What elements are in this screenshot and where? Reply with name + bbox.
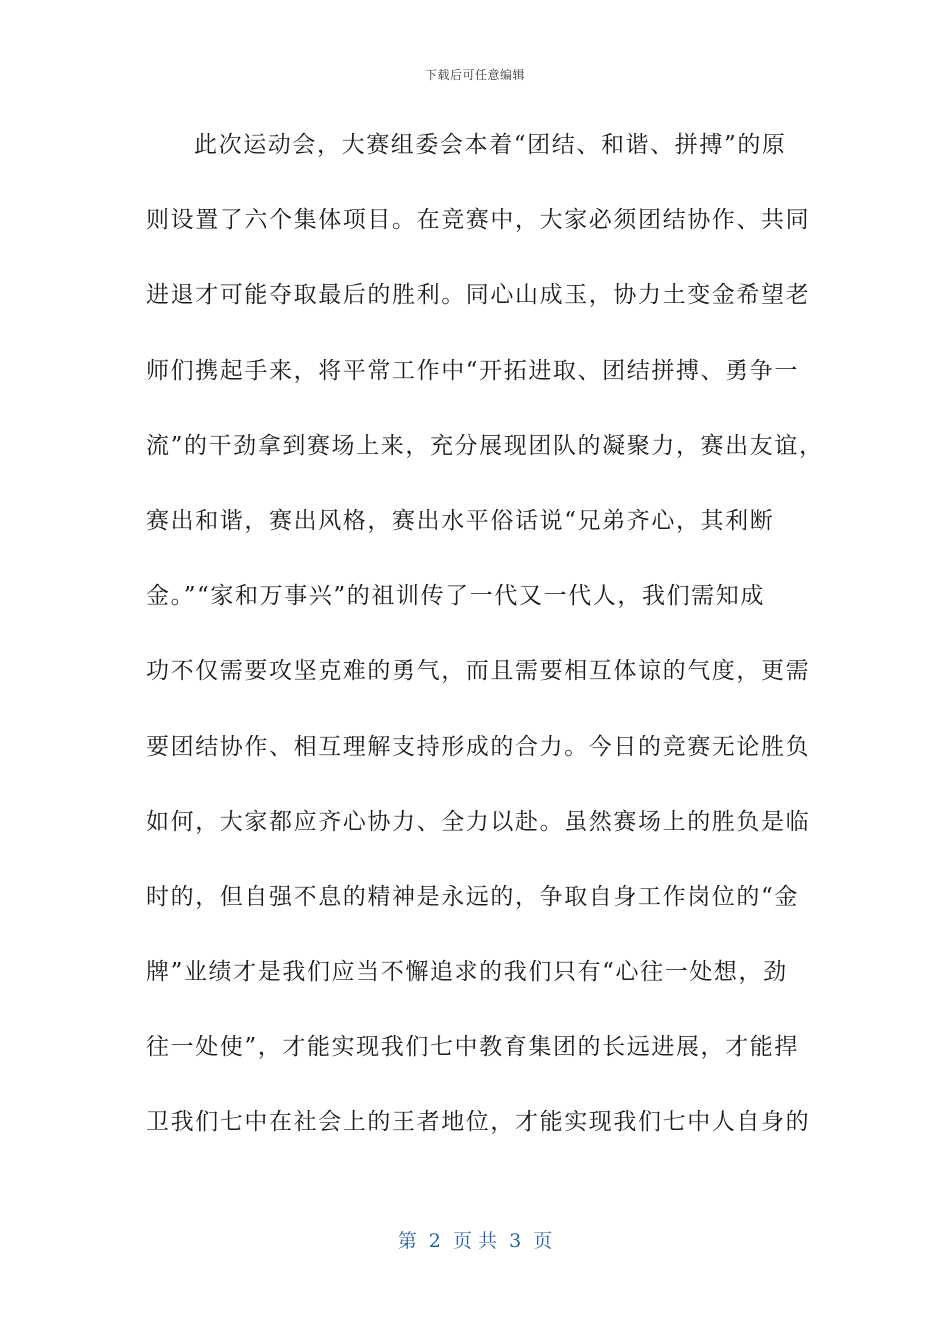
- text-line: 赛出和谐，赛出风格，赛出水平俗话说“兄弟齐心，其利断: [146, 507, 775, 534]
- text-line: 金。”“家和万事兴”的祖训传了一代又一代人，我们需知成: [146, 583, 765, 610]
- text-line: 则设置了六个集体项目。在竞赛中，大家必须团结协作、共同: [146, 207, 811, 234]
- body-paragraph: [146, 124, 824, 1177]
- text-line: 牌”业绩才是我们应当不懈追求的我们只有“心往一处想，劲: [146, 959, 788, 986]
- text-line: 进退才可能夺取最后的胜利。同心山成玉，协力土变金希望老: [146, 282, 811, 309]
- text-line: 师们携起手来，将平常工作中“开拓进取、团结拼搏、勇争一: [146, 357, 799, 384]
- text-line: 时的，但自强不息的精神是永远的，争取自身工作岗位的“金: [146, 883, 799, 910]
- text-line: 流”的干劲拿到赛场上来，充分展现团队的凝聚力，赛出友谊，: [146, 432, 824, 459]
- text-line: 往一处使”，才能实现我们七中教育集团的长远进展，才能捍: [146, 1034, 799, 1061]
- text-line: 要团结协作、相互理解支持形成的合力。今日的竞赛无论胜负: [146, 733, 811, 760]
- text-line: 如何，大家都应齐心协力、全力以赴。虽然赛场上的胜负是临: [146, 808, 811, 835]
- text-line: 功不仅需要攻坚克难的勇气，而且需要相互体谅的气度，更需: [146, 658, 811, 685]
- text-line: 此次运动会，大赛组委会本着“团结、和谐、拼搏”的原: [194, 132, 787, 158]
- page-header: 下载后可任意编辑: [424, 68, 525, 82]
- page-number-footer: 第 2 页 共 3 页: [397, 1230, 553, 1252]
- text-line: 卫我们七中在社会上的王者地位，才能实现我们七中人自身的: [146, 1109, 811, 1136]
